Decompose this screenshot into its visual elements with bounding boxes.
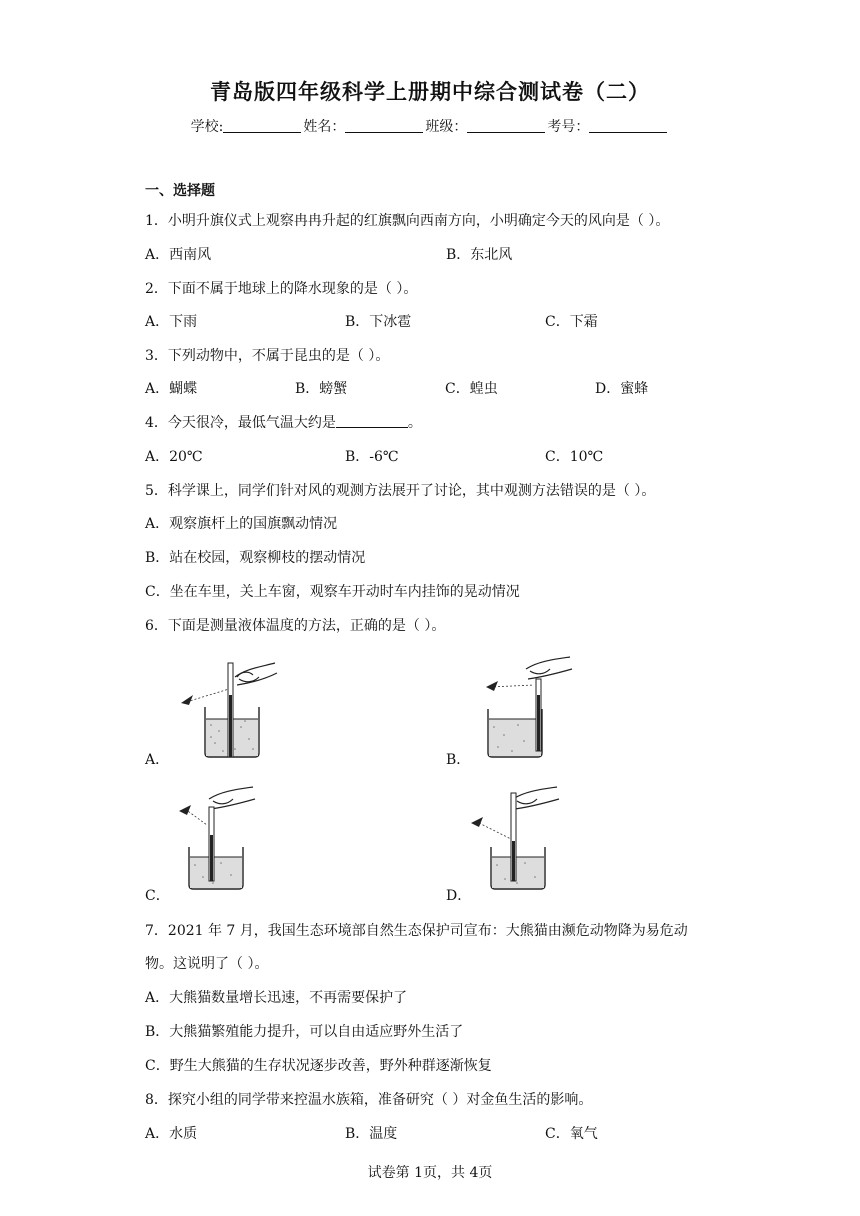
q4-stem xyxy=(145,412,422,432)
thermometer-figure-c xyxy=(175,785,285,895)
q5-option-c[interactable]: C．坐在车里，关上车窗，观察车开动时车内挂饰的晃动情况 xyxy=(145,584,520,600)
q7-option-a[interactable]: A．大熊猫数量增长迅速，不再需要保护了 xyxy=(145,990,408,1006)
q6-option-c[interactable]: C． xyxy=(145,888,170,904)
number-blank[interactable] xyxy=(589,118,667,133)
class-blank[interactable] xyxy=(467,118,545,133)
name-blank[interactable] xyxy=(345,118,423,133)
section-heading: 一、选择题 xyxy=(145,183,215,199)
q2-stem: 2．下面不属于地球上的降水现象的是（ ）。 xyxy=(145,281,418,297)
q6-option-b[interactable]: B． xyxy=(446,752,471,768)
q8-stem: 8．探究小组的同学带来控温水族箱，准备研究（ ）对金鱼生活的影响。 xyxy=(145,1092,593,1108)
q5-stem: 5．科学课上，同学们针对风的观测方法展开了讨论，其中观测方法错误的是（ ）。 xyxy=(145,483,656,499)
q7-stem-line2: 物。这说明了（ ）。 xyxy=(145,956,269,972)
q1-stem: 1．小明升旗仪式上观察冉冉升起的红旗飘向西南方向，小明确定今天的风向是（ ）。 xyxy=(145,213,670,229)
q5-option-a[interactable]: A．观察旗杆上的国旗飘动情况 xyxy=(145,516,338,532)
class-label: 班级： xyxy=(425,119,468,135)
page-footer: 试卷第 1页，共 4页 xyxy=(367,1165,493,1181)
thermometer-figure-d xyxy=(465,785,575,895)
q3-option-b[interactable]: B．螃蟹 xyxy=(295,381,348,397)
q7-stem-line1: 7．2021 年 7 月，我国生态环境部自然生态保护司宣布：大熊猫由濒危动物降为易危动 xyxy=(145,923,688,939)
q2-option-c[interactable]: C．下霜 xyxy=(545,314,598,330)
q1-option-b[interactable]: B．东北风 xyxy=(446,247,513,263)
q5-option-b[interactable]: B．站在校园，观察柳枝的摆动情况 xyxy=(145,550,366,566)
q6-option-a[interactable]: A． xyxy=(145,752,170,768)
q8-option-a[interactable]: A．水质 xyxy=(145,1126,198,1142)
q2-option-b[interactable]: B．下冰雹 xyxy=(345,314,412,330)
q3-option-c[interactable]: C．蝗虫 xyxy=(445,381,498,397)
thermometer-figure-a xyxy=(175,655,285,765)
q4-stem-end: 。 xyxy=(407,415,422,431)
number-label: 考号： xyxy=(547,119,590,135)
q7-option-c[interactable]: C．野生大熊猫的生存状况逐步改善，野外种群逐渐恢复 xyxy=(145,1058,492,1074)
thermometer-figure-b xyxy=(478,655,588,765)
page-title: 青岛版四年级科学上册期中综合测试卷（二） xyxy=(210,80,650,104)
school-label: 学校: xyxy=(190,119,224,135)
q3-stem: 3．下列动物中，不属于昆虫的是（ ）。 xyxy=(145,348,390,364)
q6-option-d[interactable]: D． xyxy=(446,888,472,904)
q8-option-b[interactable]: B．温度 xyxy=(345,1126,398,1142)
q7-option-b[interactable]: B．大熊猫繁殖能力提升，可以自由适应野外生活了 xyxy=(145,1024,464,1040)
q4-option-a[interactable]: A．20℃ xyxy=(145,449,203,465)
q4-option-b[interactable]: B．-6℃ xyxy=(345,449,399,465)
name-label: 姓名： xyxy=(303,119,346,135)
q3-option-d[interactable]: D．蜜蜂 xyxy=(595,381,649,397)
q2-option-a[interactable]: A．下雨 xyxy=(145,314,198,330)
q4-option-c[interactable]: C．10℃ xyxy=(545,449,604,465)
q3-option-a[interactable]: A．蝴蝶 xyxy=(145,381,198,397)
q4-answer-blank[interactable] xyxy=(336,415,408,428)
q6-stem: 6．下面是测量液体温度的方法，正确的是（ ）。 xyxy=(145,618,446,634)
school-blank[interactable] xyxy=(223,118,301,133)
q8-option-c[interactable]: C．氧气 xyxy=(545,1126,598,1142)
q4-stem-text: 4．今天很冷，最低气温大约是 xyxy=(145,415,336,431)
student-info-line xyxy=(0,116,860,136)
q1-option-a[interactable]: A．西南风 xyxy=(145,247,212,263)
